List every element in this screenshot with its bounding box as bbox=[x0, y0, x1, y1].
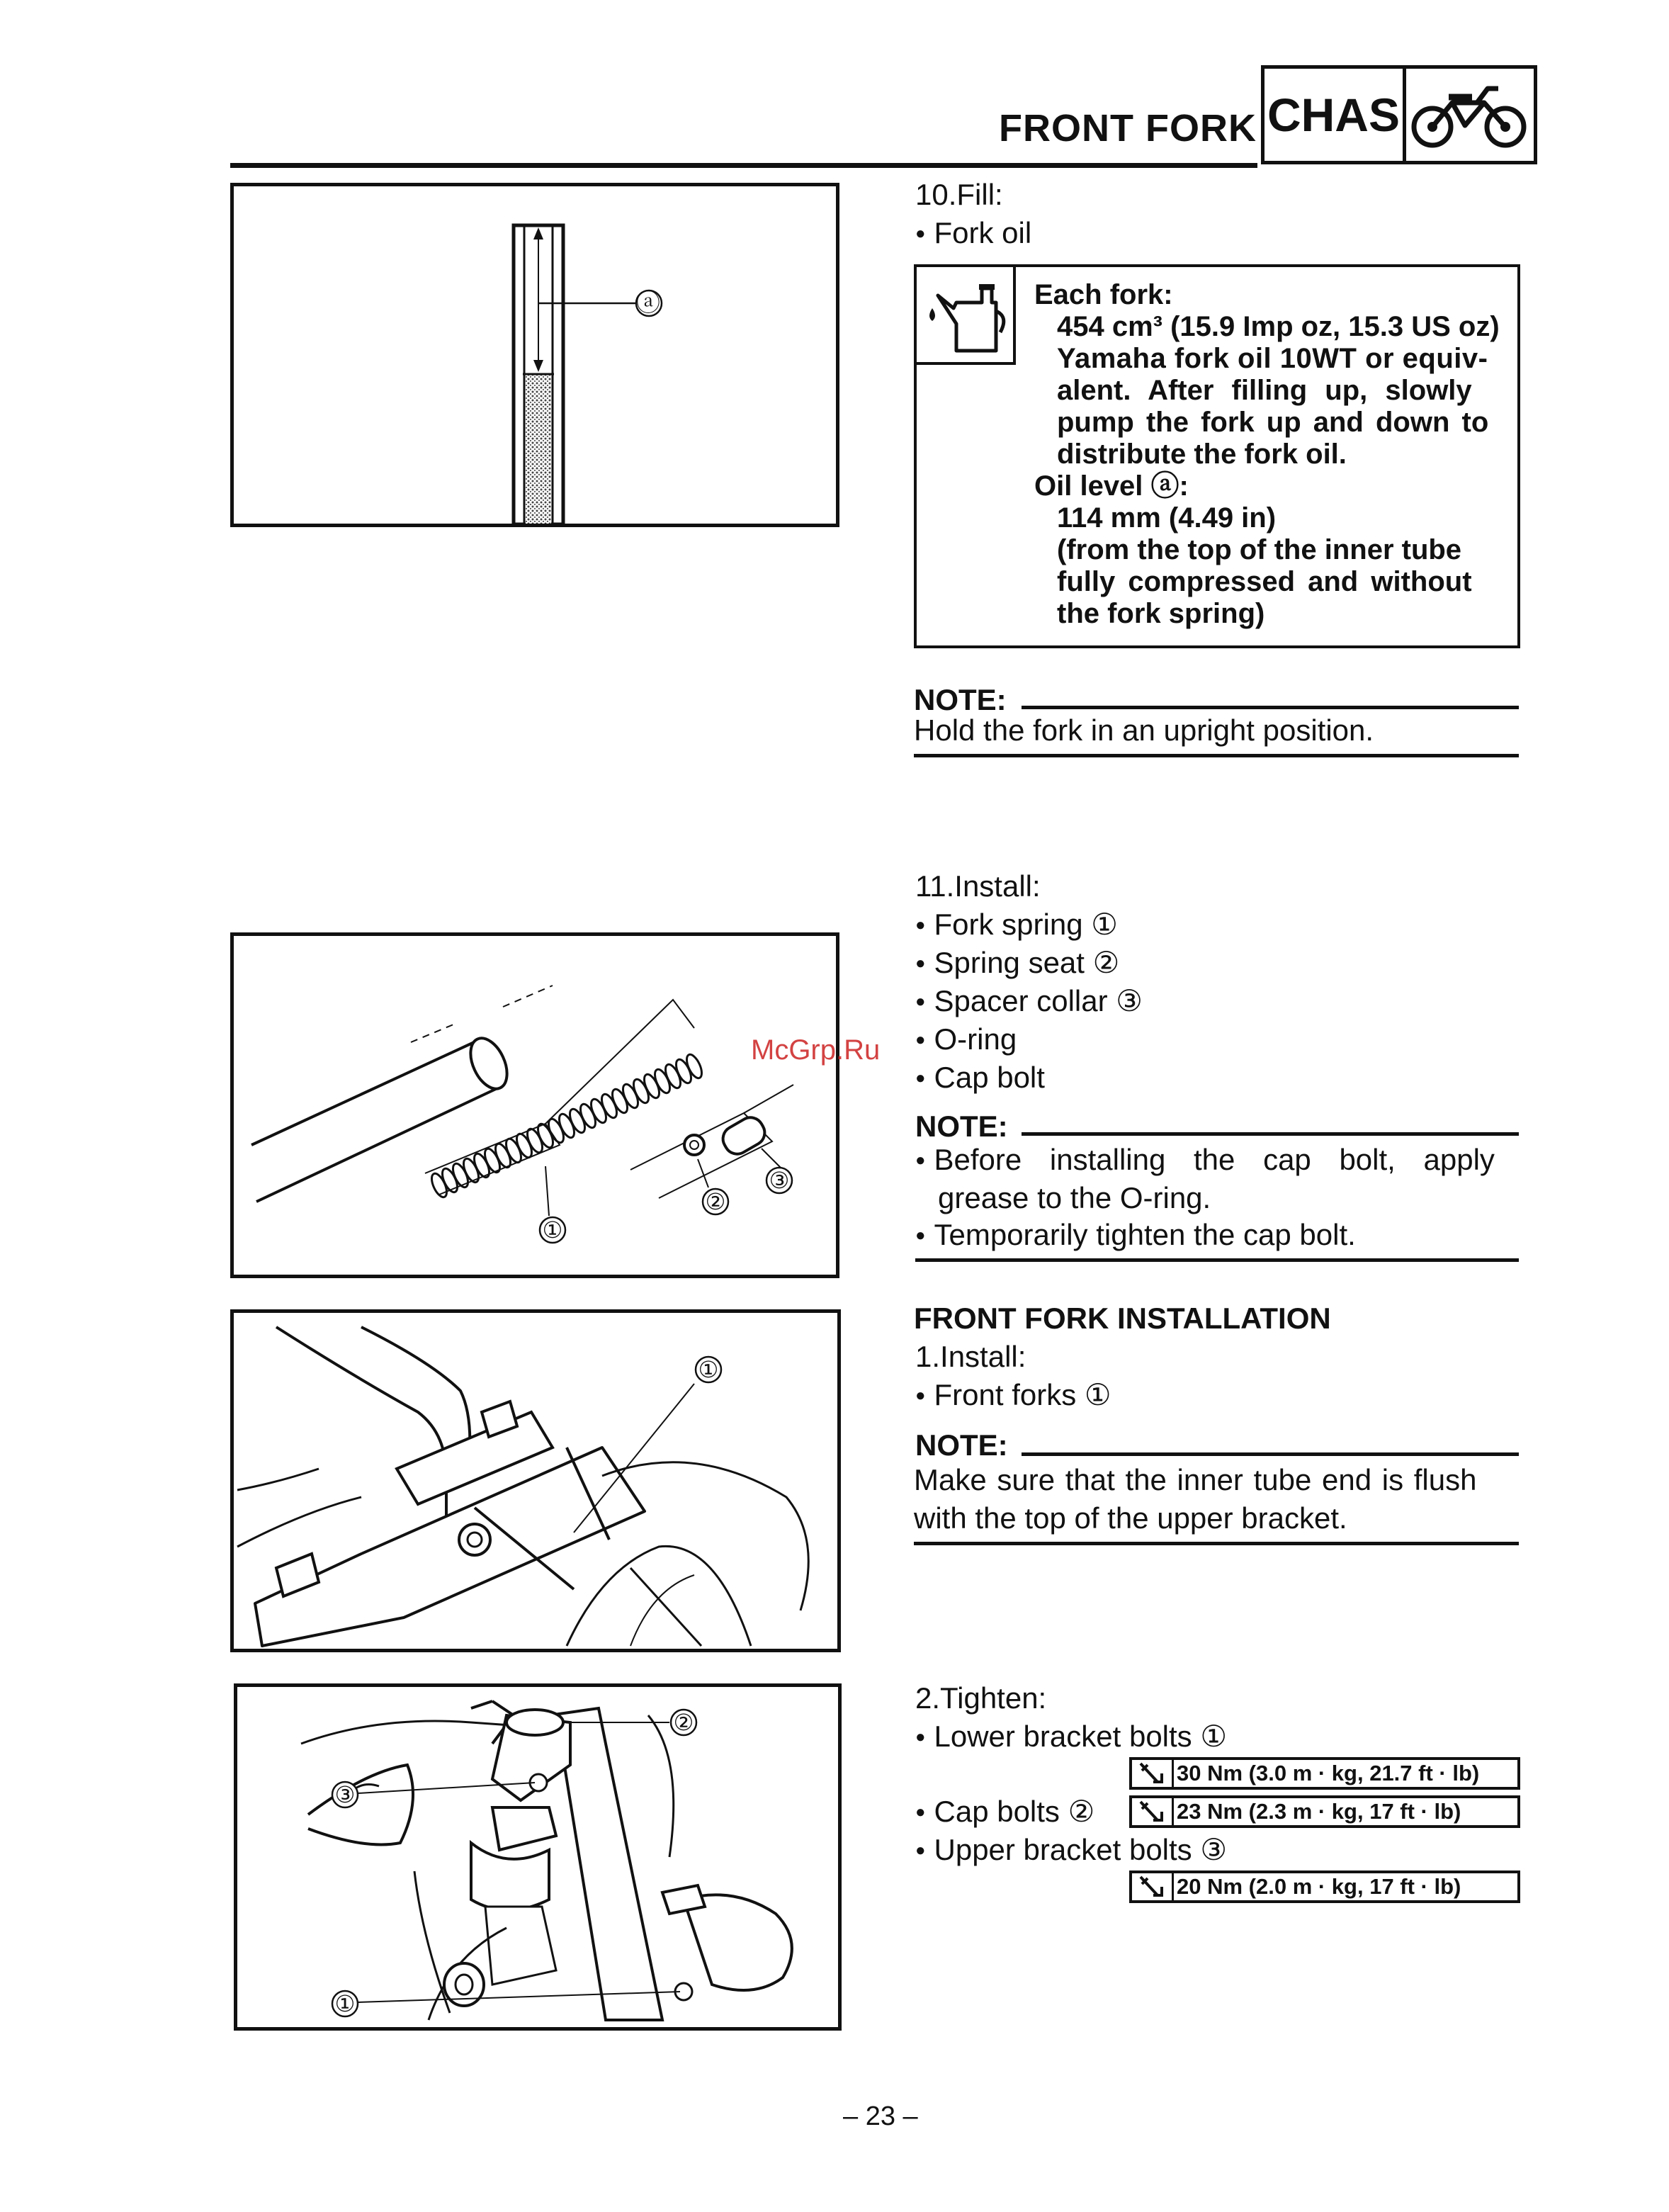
section-badge bbox=[1261, 65, 1537, 164]
spec-line-11: the fork spring) bbox=[1057, 598, 1265, 629]
torque-value-3: 20 Nm (2.0 m · kg, 17 ft · lb) bbox=[1177, 1874, 1461, 1899]
page-title: FRONT FORK bbox=[999, 107, 1257, 149]
callout-1: ① bbox=[334, 1991, 356, 2016]
note-rule-top bbox=[1022, 1132, 1519, 1136]
note-label: NOTE: bbox=[914, 683, 1007, 716]
spec-line-6: distribute the fork oil. bbox=[1057, 439, 1347, 470]
callout-1: ① bbox=[542, 1217, 563, 1243]
step2-title: 2.Tighten: bbox=[915, 1681, 1047, 1715]
section-label: CHAS bbox=[1265, 69, 1406, 161]
torque-spec-3 bbox=[1129, 1870, 1520, 1903]
spec-line-2: 454 cm³ (15.9 Imp oz, 15.3 US oz) bbox=[1057, 311, 1500, 342]
step11-item-spring-seat: ● Spring seat ② bbox=[915, 944, 1119, 987]
step2-item-lower-bracket-bolts: ● Lower bracket bolts ① bbox=[915, 1717, 1227, 1761]
label-a: ⓐ bbox=[636, 290, 660, 317]
note-text: Hold the fork in an upright position. bbox=[914, 713, 1374, 747]
step11-item-spacer-collar: ● Spacer collar ③ bbox=[915, 982, 1143, 1025]
note-rule-bottom bbox=[914, 1542, 1519, 1545]
note-rule-bottom bbox=[915, 1258, 1519, 1262]
torque-value-2: 23 Nm (2.3 m · kg, 17 ft · lb) bbox=[1177, 1799, 1461, 1824]
bracket-bolts-figure bbox=[234, 1683, 842, 2031]
note-line-2: ● Temporarily tighten the cap bolt. bbox=[915, 1216, 1356, 1259]
oil-level-figure bbox=[230, 183, 839, 527]
installation-item-front-forks: ● Front forks ① bbox=[915, 1376, 1111, 1419]
torque-spec-1 bbox=[1129, 1757, 1520, 1790]
spec-line-10: fully compressed and without bbox=[1057, 566, 1472, 597]
spec-line-9: (from the top of the inner tube bbox=[1057, 534, 1462, 565]
fork-spring-figure bbox=[230, 932, 839, 1278]
note-line-1-cont: grease to the O-ring. bbox=[938, 1181, 1211, 1214]
note-label: NOTE: bbox=[915, 1428, 1008, 1462]
front-fork-install-figure bbox=[230, 1309, 841, 1652]
step2-item-upper-bracket-bolts: ● Upper bracket bolts ③ bbox=[915, 1831, 1227, 1874]
page-number: – 23 – bbox=[843, 2101, 918, 2131]
callout-1: ① bbox=[698, 1357, 719, 1382]
step11-title: 11.Install: bbox=[915, 869, 1041, 903]
spec-line-3: Yamaha fork oil 10WT or equiv- bbox=[1057, 343, 1488, 374]
torque-wrench-icon bbox=[1132, 1798, 1174, 1825]
watermark: McGrp.Ru bbox=[751, 1034, 881, 1066]
callout-3: ③ bbox=[769, 1168, 790, 1193]
fork-oil-spec-box bbox=[914, 264, 1520, 648]
callout-3: ③ bbox=[334, 1782, 356, 1807]
spec-line-7: Oil level ⓐ: bbox=[1034, 470, 1189, 502]
motorcycle-icon bbox=[1406, 69, 1534, 161]
callout-2: ② bbox=[705, 1189, 726, 1214]
spec-line-1: Each fork: bbox=[1034, 279, 1173, 310]
torque-spec-2 bbox=[1129, 1795, 1520, 1828]
note-line-2: with the top of the upper bracket. bbox=[914, 1501, 1347, 1535]
note-rule-bottom bbox=[914, 754, 1519, 757]
header-rule bbox=[230, 163, 1257, 168]
note-rule-top bbox=[1022, 706, 1519, 709]
spec-line-4: alent. After filling up, slowly bbox=[1057, 375, 1472, 406]
note-line-1: ● Before installing the cap bolt, apply bbox=[915, 1141, 1495, 1184]
oil-can-icon bbox=[917, 267, 1013, 362]
callout-2: ② bbox=[673, 1710, 694, 1735]
torque-wrench-icon bbox=[1132, 1873, 1174, 1900]
note-rule-top bbox=[1022, 1452, 1519, 1456]
step11-item-cap-bolt: ● Cap bolt bbox=[915, 1059, 1045, 1102]
step11-item-fork-spring: ● Fork spring ① bbox=[915, 905, 1118, 949]
spec-line-5: pump the fork up and down to bbox=[1057, 407, 1489, 438]
step10-item-fork-oil: ● Fork oil bbox=[915, 214, 1031, 257]
oil-can-icon-box bbox=[914, 264, 1016, 365]
torque-wrench-icon bbox=[1132, 1760, 1174, 1787]
note-label: NOTE: bbox=[915, 1110, 1008, 1143]
installation-heading: FRONT FORK INSTALLATION bbox=[914, 1302, 1331, 1335]
step2-item-cap-bolts: ● Cap bolts ② bbox=[915, 1793, 1094, 1836]
note-line-1: Make sure that the inner tube end is flush bbox=[914, 1463, 1477, 1496]
step10-title: 10.Fill: bbox=[915, 178, 1003, 211]
installation-step1: 1.Install: bbox=[915, 1340, 1026, 1373]
step11-item-o-ring: ● O-ring bbox=[915, 1020, 1017, 1063]
spec-line-8: 114 mm (4.49 in) bbox=[1057, 502, 1277, 534]
torque-value-1: 30 Nm (3.0 m · kg, 21.7 ft · lb) bbox=[1177, 1761, 1480, 1785]
